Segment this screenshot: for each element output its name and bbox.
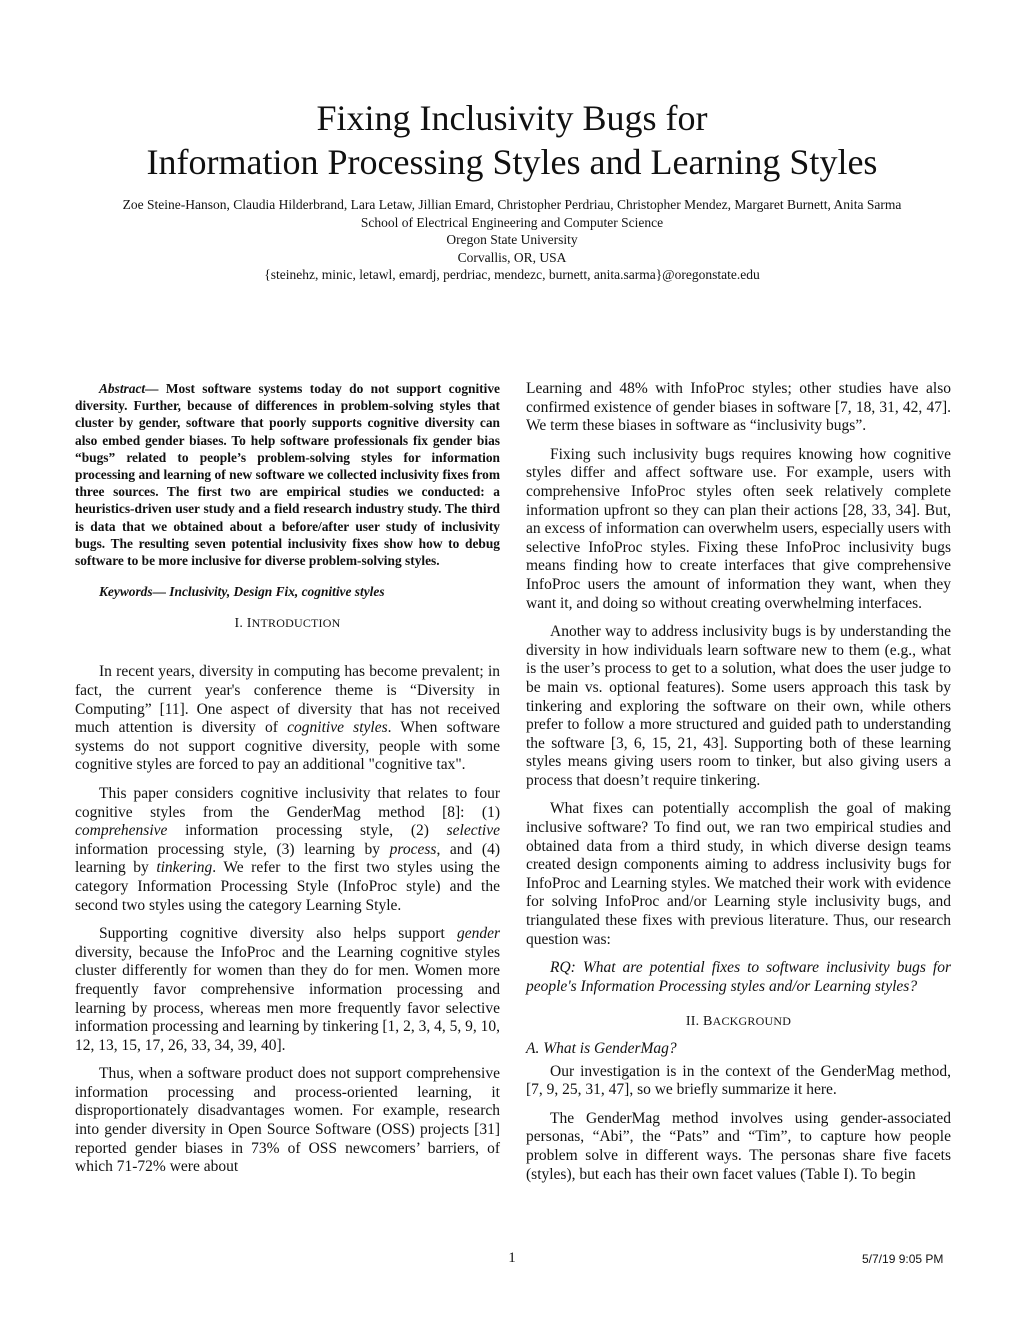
intro-paragraph-5: Learning and 48% with InfoProc styles; other studies have also confirmed existence of gender biases in software [7, 18, 31, 42, 47]. We term these biases in software as “inclusivity bugs”. <box>526 380 951 435</box>
right-column <box>526 380 951 1194</box>
emphasis: tinkering <box>156 859 213 877</box>
title-line-2: Information Processing Styles and Learning Styles <box>146 142 878 182</box>
section-number: I. <box>234 615 244 631</box>
title-block <box>0 96 1024 284</box>
print-timestamp: 5/7/19 9:05 PM <box>862 1252 944 1266</box>
left-column <box>75 380 500 1187</box>
section-number: II. <box>685 1014 700 1030</box>
author-block <box>0 196 1024 284</box>
intro-paragraph-3 <box>75 925 500 1055</box>
intro-paragraph-2 <box>75 785 500 915</box>
affiliation-school: School of Electrical Engineering and Computer Science <box>360 214 664 230</box>
text-run: . We refer to the first two styles using the category Information Processing Style (InfoProc style) and the second two styles using the category Learning Style. <box>75 859 500 914</box>
research-question: RQ: What are potential fixes to software inclusivity bugs for people's Information Processing styles and/or Learning styles? <box>526 959 951 995</box>
affiliation-university: Oregon State University <box>446 232 578 247</box>
text-run: , and (4) learning by <box>75 840 500 877</box>
emphasis: cognitive styles <box>287 719 388 737</box>
abstract <box>75 380 500 569</box>
section-title-rest: ACKGROUND <box>712 1014 792 1029</box>
intro-paragraph-7: Another way to address inclusivity bugs is by understanding the diversity in how individuals learn software new to them (e.g., what is the user’s process to get to a solution, what does the user judge to be main vs. optional features). Some users approach this task by tinkering and exploring the software on their own, while others prefer to follow a more structured and guided path to understanding the software [3, 6, 15, 21, 43]. Supporting both of these learning styles means giving users room to tinker, but also giving users a process that doesn’t require tinkering. <box>526 623 951 789</box>
text-run: information processing style, (3) learning by <box>75 840 390 858</box>
emphasis: gender <box>456 925 500 943</box>
text-run: Supporting cognitive diversity also helps support <box>99 925 457 943</box>
intro-paragraph-4: Thus, when a software product does not support comprehensive information processing and process-oriented learning, it disproportionately disadvantages women. For example, research into gender diversity in Open Source Software (OSS) projects [31] reported gender biases in 73% of OSS newcomers’ barriers, of which 71-72% were about <box>75 1065 500 1176</box>
intro-paragraph-1 <box>75 663 500 775</box>
abstract-text: Most software systems today do not support cognitive diversity. Further, because of differences in problem-solving styles that cluster by gender, software that poorly supports cognitive diversity can also embed gender biases. To help software professionals fix gender bias “bugs” related to people’s problem-solving styles for information processing and learning of new software we collected inclusivity fixes from three sources. The first two are empirical studies we conducted: a heuristics-driven user study and a field research industry study. The third is data that we obtained about a before/after user study of inclusivity bugs. The resulting seven potential inclusivity fixes show how to debug software to be more inclusive for diverse problem-solving styles. <box>75 381 500 569</box>
subsection-heading: A. What is GenderMag? <box>526 1040 677 1057</box>
section-title-initial: B <box>703 1014 713 1030</box>
text-run: information processing style, (2) <box>167 822 447 840</box>
section-heading-background <box>526 1012 951 1032</box>
text-run: diversity, because the InfoProc and the Learning cognitive styles cluster differently for women than they do for men. Women more frequently favor comprehensive information processing and learning by process, whereas men more frequently favor selective information processing and learning by tinkering [1, 2, 3, 4, 5, 9, 10, 12, 13, 15, 17, 26, 33, 34, 39, 40]. <box>75 943 500 1054</box>
intro-paragraph-8: What fixes can potentially accomplish the goal of making inclusive software? To find out, we ran two empirical studies and obtained data from a third study, in which diverse design teams created design components aiming to address inclusivity bugs for InfoProc and Learning styles. We matched their work with evidence for solving InfoProc and/or Learning style inclusivity bugs, and triangulated these fixes with previous literature. Thus, our research question was: <box>526 800 951 948</box>
emphasis: selective <box>446 822 500 840</box>
abstract-label: Abstract— <box>99 381 159 396</box>
emphasis: comprehensive <box>75 822 168 840</box>
keywords: Keywords— Inclusivity, Design Fix, cognitive styles <box>99 584 385 600</box>
background-paragraph-1: Our investigation is in the context of the GenderMag method, [7, 9, 25, 31, 47], so we briefly summarize it here. <box>526 1062 951 1099</box>
section-title-rest: NTRODUCTION <box>251 615 341 630</box>
paper-title <box>0 96 1024 184</box>
text-run: This paper considers cognitive inclusivity that relates to four cognitive styles from the GenderMag method [8]: (1) <box>75 784 500 821</box>
author-emails: {steinehz, minic, letawl, emardj, perdriac, mendezc, burnett, anita.sarma}@oregonstate.edu <box>264 267 760 282</box>
author-list: Zoe Steine-Hanson, Claudia Hilderbrand, Lara Letaw, Jillian Emard, Christopher Perdriau, Christopher Mendez, Margaret Burnett, Anita Sarma <box>122 197 902 212</box>
affiliation-location: Corvallis, OR, USA <box>457 249 567 265</box>
background-paragraph-2: The GenderMag method involves using gender-associated personas, “Abi”, the “Pats” and “Tim”, to capture how people problem solve in different ways. The personas share five facets (styles), but each has their own facet values (Table I). To begin <box>526 1109 951 1183</box>
emphasis: process <box>389 840 437 858</box>
page-number: 1 <box>508 1250 516 1266</box>
text-run: In recent years, diversity in computing has become prevalent; in fact, the current year's conference theme is “Diversity in Computing” [11]. One aspect of diversity that has not received much attention is diversity of <box>75 663 500 737</box>
title-line-1: Fixing Inclusivity Bugs for <box>316 98 708 138</box>
intro-paragraph-6: Fixing such inclusivity bugs requires knowing how cognitive styles differ and affect software use. For example, users with comprehensive InfoProc styles often seek relatively complete information upfront so they can plan their actions [28, 33, 34]. But, an excess of information can overwhelm users, especially users with selective InfoProc styles. Fixing these InfoProc inclusivity bugs means finding how to create interfaces that give comprehensive InfoProc users the amount of information they want, when they want it, and doing so without creating overwhelming interfaces. <box>526 445 951 612</box>
section-title-initial: I <box>246 615 252 631</box>
text-run: . When software systems do not support cognitive diversity, people with some cognitive styles are forced to pay an additional "cognitive tax". <box>75 719 500 774</box>
section-heading-introduction <box>75 614 500 634</box>
